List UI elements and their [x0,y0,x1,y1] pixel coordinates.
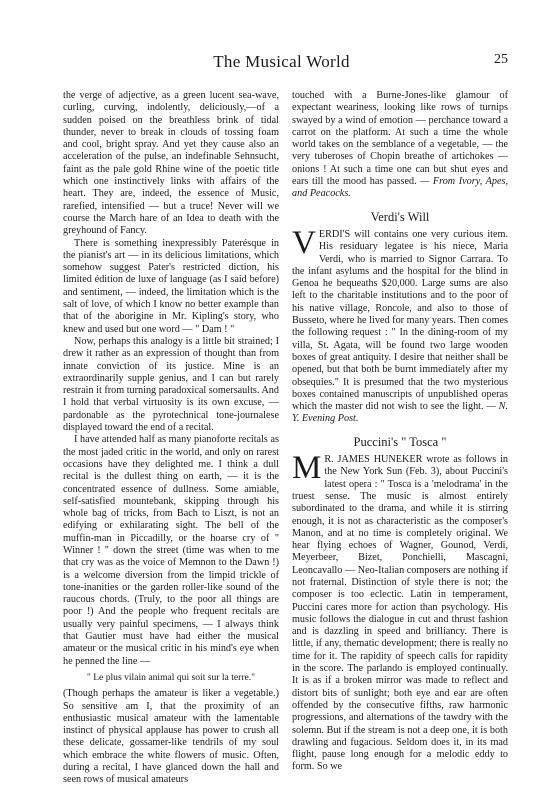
article-puccini-tosca [292,450,508,774]
block-quote: " Le plus vilain animal qui soit sur la terre." [86,671,256,683]
page-number: 25 [494,52,508,67]
article-verdi-will [292,224,509,426]
right-column [292,90,508,774]
page-header [55,52,508,80]
section-heading-puccini: Puccini's " Tosca " [353,434,447,449]
paragraph: Now, perhaps this analogy is a little bit strained; I drew it rather as an expression of thought than from innate conviction of its justice. Mine is an extraordinarily supple genius, and I can but rarely restrain it from turning paradoxical somersaults. And I hold that verbal virtuosity is its own excuse, — pardonable as the pyrotechnical tone-journalese displayed toward the end of a recital. [63,335,279,434]
paragraph: the verge of adjective, as a green lucent sea-wave, curling, curving, indolently, deliciously,—of a sudden poised on the breathless brink of tidal thunder, never to break in clouds of tossing foam and cool, bright spray. And yet they cause also an acceleration of the pulse, an indefinable Sehnsucht, faint as the pale gold Rhine wine of the poetic title which one instinctively links with affairs of the heart. They are, indeed, the essence of Music, rarefied, intensified — but a truce! Never will we course the March hare of an Idea to death with the greyhound of Fancy. [63,90,279,237]
drop-cap: M [292,450,322,487]
source-citation: — N. Y. Evening Post. [292,401,509,425]
drop-cap: V [292,224,316,261]
paragraph: I have attended half as many pianoforte recitals as the most jaded critic in the world, and only on rarest occasions have they delighted me. I think a dull recital is the dullest thing on earth, — it is the concentrated essence of dullness. Some amiable, self-satisfied mountebank, skipping through his whole bag of tricks, from Bach to Liszt, is not an edifying or exhilarating sight. The bell of the muffin-man in Piccadilly, or the hoarse cry of " Winner ! " down the street (time was when to me that cry was as the voice of Memnon to the Dawn !) is a welcome diversion from the limpid trickle of tone-inanities or the garden roller-like sound of the raucous chords. (Truly, to the poor all things are poor !) And the people who frequent recitals are usually very painful specimens, — I always think that Gautier must have had either the musical amateur or the musical critic in his mind's eye when he penned the line — [63,434,279,667]
section-heading-verdi: Verdi's Will [370,209,430,224]
paragraph-text: touched with a Burne-Jones-like glamour of expectant weariness, looking like rows of turnips swayed by a wind of emotion — perchance toward a carrot on the platform. At such a time the whole world takes on the semblance of a vegetable, — the very tuberoses of Chopin breathe of artichokes — onions ! At such a time one can but shut eyes and ears till the mood has passed. [292,90,508,188]
running-title: The Musical World [213,52,350,71]
paragraph: (Though perhaps the amateur is liker a vegetable.) So sensitive am I, that the proximity of an enthusiastic musical amateur with the lamentable instinct of physical applause has power to crush all these delicate, gossamer-like tendrils of my soul which embrace the white flowers of music. Often, during a recital, I have glanced down the hall and seen rows of musical amateurs [63,688,279,786]
paragraph: There is something inexpressibly Paterésque in the pianist's art — in its delicious limitations, which somehow suggest Pater's restricted diction, his limited édition de luxe of language (as I said before) and sentiment, — indeed, the limitation which is the salt of love, of which I know no better example than that of the aborigine in Mr. Kipling's story, who knew and used but one word — " Dam ! " [63,237,279,335]
article-text: R. JAMES HUNEKER wrote as follows in the New York Sun (Feb. 3), about Puccini's latest opera : " Tosca is a 'melodrama' in the truest sense. The music is almost entirely subordinated to the drama, and while it is stirring enough, it is not as characteristic as the composer's Manon, and at no time is completely original. We hear flying echoes of Wagner, Gounod, Verdi, Meyerbeer, Bizet, Ponchielli, Mascagni, Leoncavallo — Neo-Italian composers are nothing if not fraternal. Distinction of style there is not; the composer is too eclectic. Latin in temperament, Puccini cares more for action than psychology. His music follows the dialogue in cut and thrust fashion and is dazzling in speed and brilliancy. There is little, if any, thematic development; there is really no time for it. The rapidity of speech calls for rapidity in the score. The parlando is employed continually. It is as if a broken mirror was made to reflect and distort bits of sunlight; both eye and ear are often offended by the consecutive fifths, raw harmonic progressions, and alternations of the tawdry with the solemn. But if the stream is not a deep one, it is both drawling and fugacious. Seldom does it, in its mad flight, pause long enough for a melodic eddy to form. So we [292,454,508,773]
article-text: ERDI'S will contains one very curious item. His residuary legatee is his niece, Maria Verdi, who is married to Signor Carrara. To the infant asylums and the hospital for the blind in Genoa he bequeaths $20,000. Large sums are also left to the charitable institutions and to the poor of his native village, Roncole, and also to those of Busseto, where he lived for many years. Then comes the following request : " In the dining-room of my villa, St. Agata, will be found two large wooden boxes of great antiquity. I desire that neither shall be opened, but that both be burnt immediately after my obsequies." It is presumed that the two mysterious boxes contained manuscripts of unpublished operas which the master did not wish to see the light. [292,228,508,413]
source-citation: — From Ivory, Apes, and Peacocks. [292,176,508,200]
paragraph [292,90,508,201]
left-column [63,90,279,787]
